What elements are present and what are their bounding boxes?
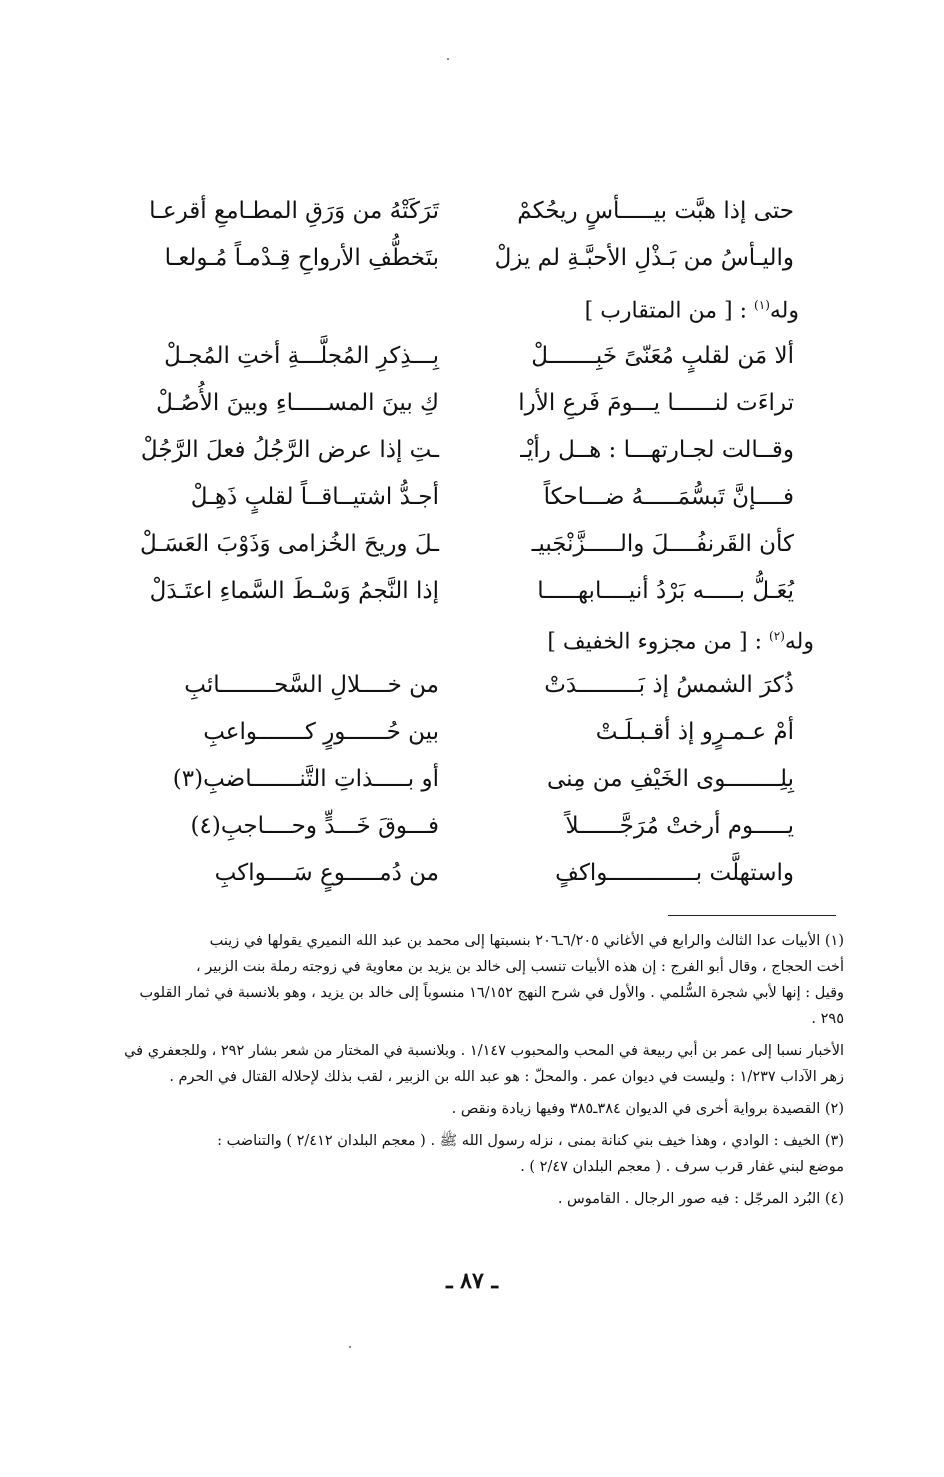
intro-text: وله <box>769 298 799 324</box>
verse-line <box>140 521 794 568</box>
verse-line <box>154 850 794 897</box>
verse-line <box>154 380 794 427</box>
first-hemistich: تراءَت لنــــــا يـــومَ فَرعِ الأرا <box>518 390 794 416</box>
poem-kamil <box>149 188 794 282</box>
page-number: ـ ٨٧ ـ <box>446 1268 498 1294</box>
second-hemistich: تَرَكَتْهُ من وَرَقِ المطـامعِ أقرعـا <box>149 198 439 224</box>
poem-intro-khafif <box>547 616 814 662</box>
verse-line <box>154 333 794 380</box>
footnote-line: ٢٩٥ . <box>811 1011 844 1027</box>
first-hemistich: فــــإنَّ تَبسُّمَـــــهُ ضـــاحكاً <box>543 484 794 510</box>
verse-line <box>140 427 794 474</box>
first-hemistich: كأن القَرنفُــــلَ والـــــزَّنْجَبيـ <box>531 531 794 557</box>
footnote <box>124 1038 844 1090</box>
footnote-ref: (١) <box>754 298 770 312</box>
first-hemistich: يـــــوم أرختْ مُرَجَّــــــلاً <box>565 813 794 839</box>
poem-intro-mutaqarib <box>585 285 799 331</box>
first-hemistich: بِلِــــــــوى الخَيْفِ من مِنى <box>547 766 794 792</box>
footnote-line: موضع لبني غفار قرب سرف . ( معجم البلدان ٢/٤٧ ) . <box>520 1159 844 1175</box>
meter-label: : [ من المتقارب ] <box>584 298 748 324</box>
poem-majzu-khafif <box>154 662 794 897</box>
verse-line <box>154 474 794 521</box>
first-hemistich: ألا مَن لقلبٍ مُعَنّىً خَبِـــــــلْ <box>531 343 794 369</box>
footnote-line: (١) الأبيات عدا الثالث والرابع في الأغاني ٦/٢٠٥ـ٢٠٦ بنسبتها إلى محمد بن عبد الله النميري يقولها في زينب <box>209 933 844 949</box>
scan-speck <box>447 58 449 60</box>
verse-line <box>154 709 794 756</box>
footnote <box>154 1096 844 1122</box>
verse-line <box>154 235 794 282</box>
verse-line <box>149 188 794 235</box>
second-hemistich: بتَخطُّفِ الأرواحِ قِـدْمـاً مُـولعـا <box>164 245 439 271</box>
footnote-separator <box>668 915 836 916</box>
footnote-line: زهر الآداب ١/٢٣٧ : وليست في ديوان عمر . والمحلّ : هو عبد الله بن الزبير ، لقب بذلك لإحلاله القتال في الحرم . <box>169 1069 844 1085</box>
footnote <box>154 1128 844 1180</box>
footnote-line: وقيل : إنها لأبي شجرة السُّلمي . والأول في شرح النهج ١٦/١٥٢ منسوباً إلى خالد بن يزيد ، وهو بلانسبة في ثمار القلوب <box>139 985 844 1001</box>
poem-mutaqarib <box>140 333 794 615</box>
meter-label: : [ من مجزوء الخفيف ] <box>547 629 763 655</box>
footnote <box>154 1186 844 1212</box>
second-hemistich: أو بـــــذاتِ التَّنـــــــاضبِ(٣) <box>172 766 439 792</box>
footnote-line: الأخبار نسبا إلى عمر بن أبي ربيعة في المحب والمحبوب ١/١٤٧ . وبلانسبة في المختار من شعر بشار ٢٩٢ ، وللجعفري في <box>124 1043 844 1059</box>
second-hemistich: بِـــذِكرِ المُجلَّـــةِ أختِ المُجـلْ <box>164 343 439 369</box>
verse-line <box>154 662 794 709</box>
first-hemistich: وقــالت لجـارتهـــا : هــل رأيْـ <box>520 437 794 463</box>
second-hemistich: ـلَ وريحَ الخُزامى وَذَوْبَ العَسَـلْ <box>140 531 439 557</box>
footnote-ref: (٢) <box>769 629 785 643</box>
verse-line <box>149 568 794 615</box>
second-hemistich: من خــــلالِ السَّحــــــــائبِ <box>184 672 439 698</box>
first-hemistich: واليـأسُ من بَـذْلِ الأحبَّـةِ لم يزلْ <box>494 245 794 271</box>
first-hemistich: يُعَـلُّ بـــــه بَرْدُ أنيــــابهـــــا <box>537 578 794 604</box>
first-hemistich: ذُكرَ الشمسُ إذ بَـــــــــدَتْ <box>544 672 794 698</box>
footnote-line: أخت الحجاج ، وقال أبو الفرج : إن هذه الأبيات تنسب إلى خالد بن يزيد بن معاوية في زوجته رملة بنت الزبير ، <box>195 959 844 975</box>
footnote-line: (٤) البُرد المرجّل : فيه صور الرجال . القاموس . <box>557 1191 844 1207</box>
second-hemistich: كِ بينَ المســـــاءِ وبينَ الأُصُـلْ <box>156 390 439 416</box>
intro-text: وله <box>784 629 814 655</box>
footnote-line: (٢) القصيدة برواية أخرى في الديوان ٣٨٤ـ٣٨٥ وفيها زيادة ونقص . <box>451 1101 844 1117</box>
first-hemistich: أمْ عـمـرٍو إذ أقـبـلَـتْ <box>595 719 794 745</box>
footnote <box>139 928 844 1032</box>
second-hemistich: إذا النَّجمُ وَسْـطَ السَّماءِ اعتَـدَلْ <box>149 578 439 604</box>
second-hemistich: من دُمـــــوعٍ سَــــواكبِ <box>214 860 439 886</box>
first-hemistich: واستهلَّت بـــــــــــــواكفٍ <box>555 860 794 886</box>
verse-line <box>154 756 794 803</box>
footnotes <box>124 928 844 1218</box>
verse-line <box>154 803 794 850</box>
scan-speck <box>349 1346 351 1348</box>
footnote-line: (٣) الخيف : الوادي ، وهذا خيف بني كنانة بمنى ، نزله رسول الله ﷺ . ( معجم البلدان ٢/٤١٢ ) والتناضب : <box>217 1133 844 1149</box>
second-hemistich: أجـدُّ اشتيــاقــاً لقلبٍ ذَهِـلْ <box>190 484 439 510</box>
second-hemistich: بين حُــــــورٍ كـــــــواعبِ <box>203 719 439 745</box>
first-hemistich: حتى إذا هبَّت بيـــــأسٍ ريحُكمْ <box>517 198 794 224</box>
second-hemistich: فـــوقَ خَـــدٍّ وحــــاجبِ(٤) <box>190 813 439 839</box>
second-hemistich: ـتِ إذا عرض الرَّجُلُ فعلَ الرَّجُلْ <box>140 437 439 463</box>
